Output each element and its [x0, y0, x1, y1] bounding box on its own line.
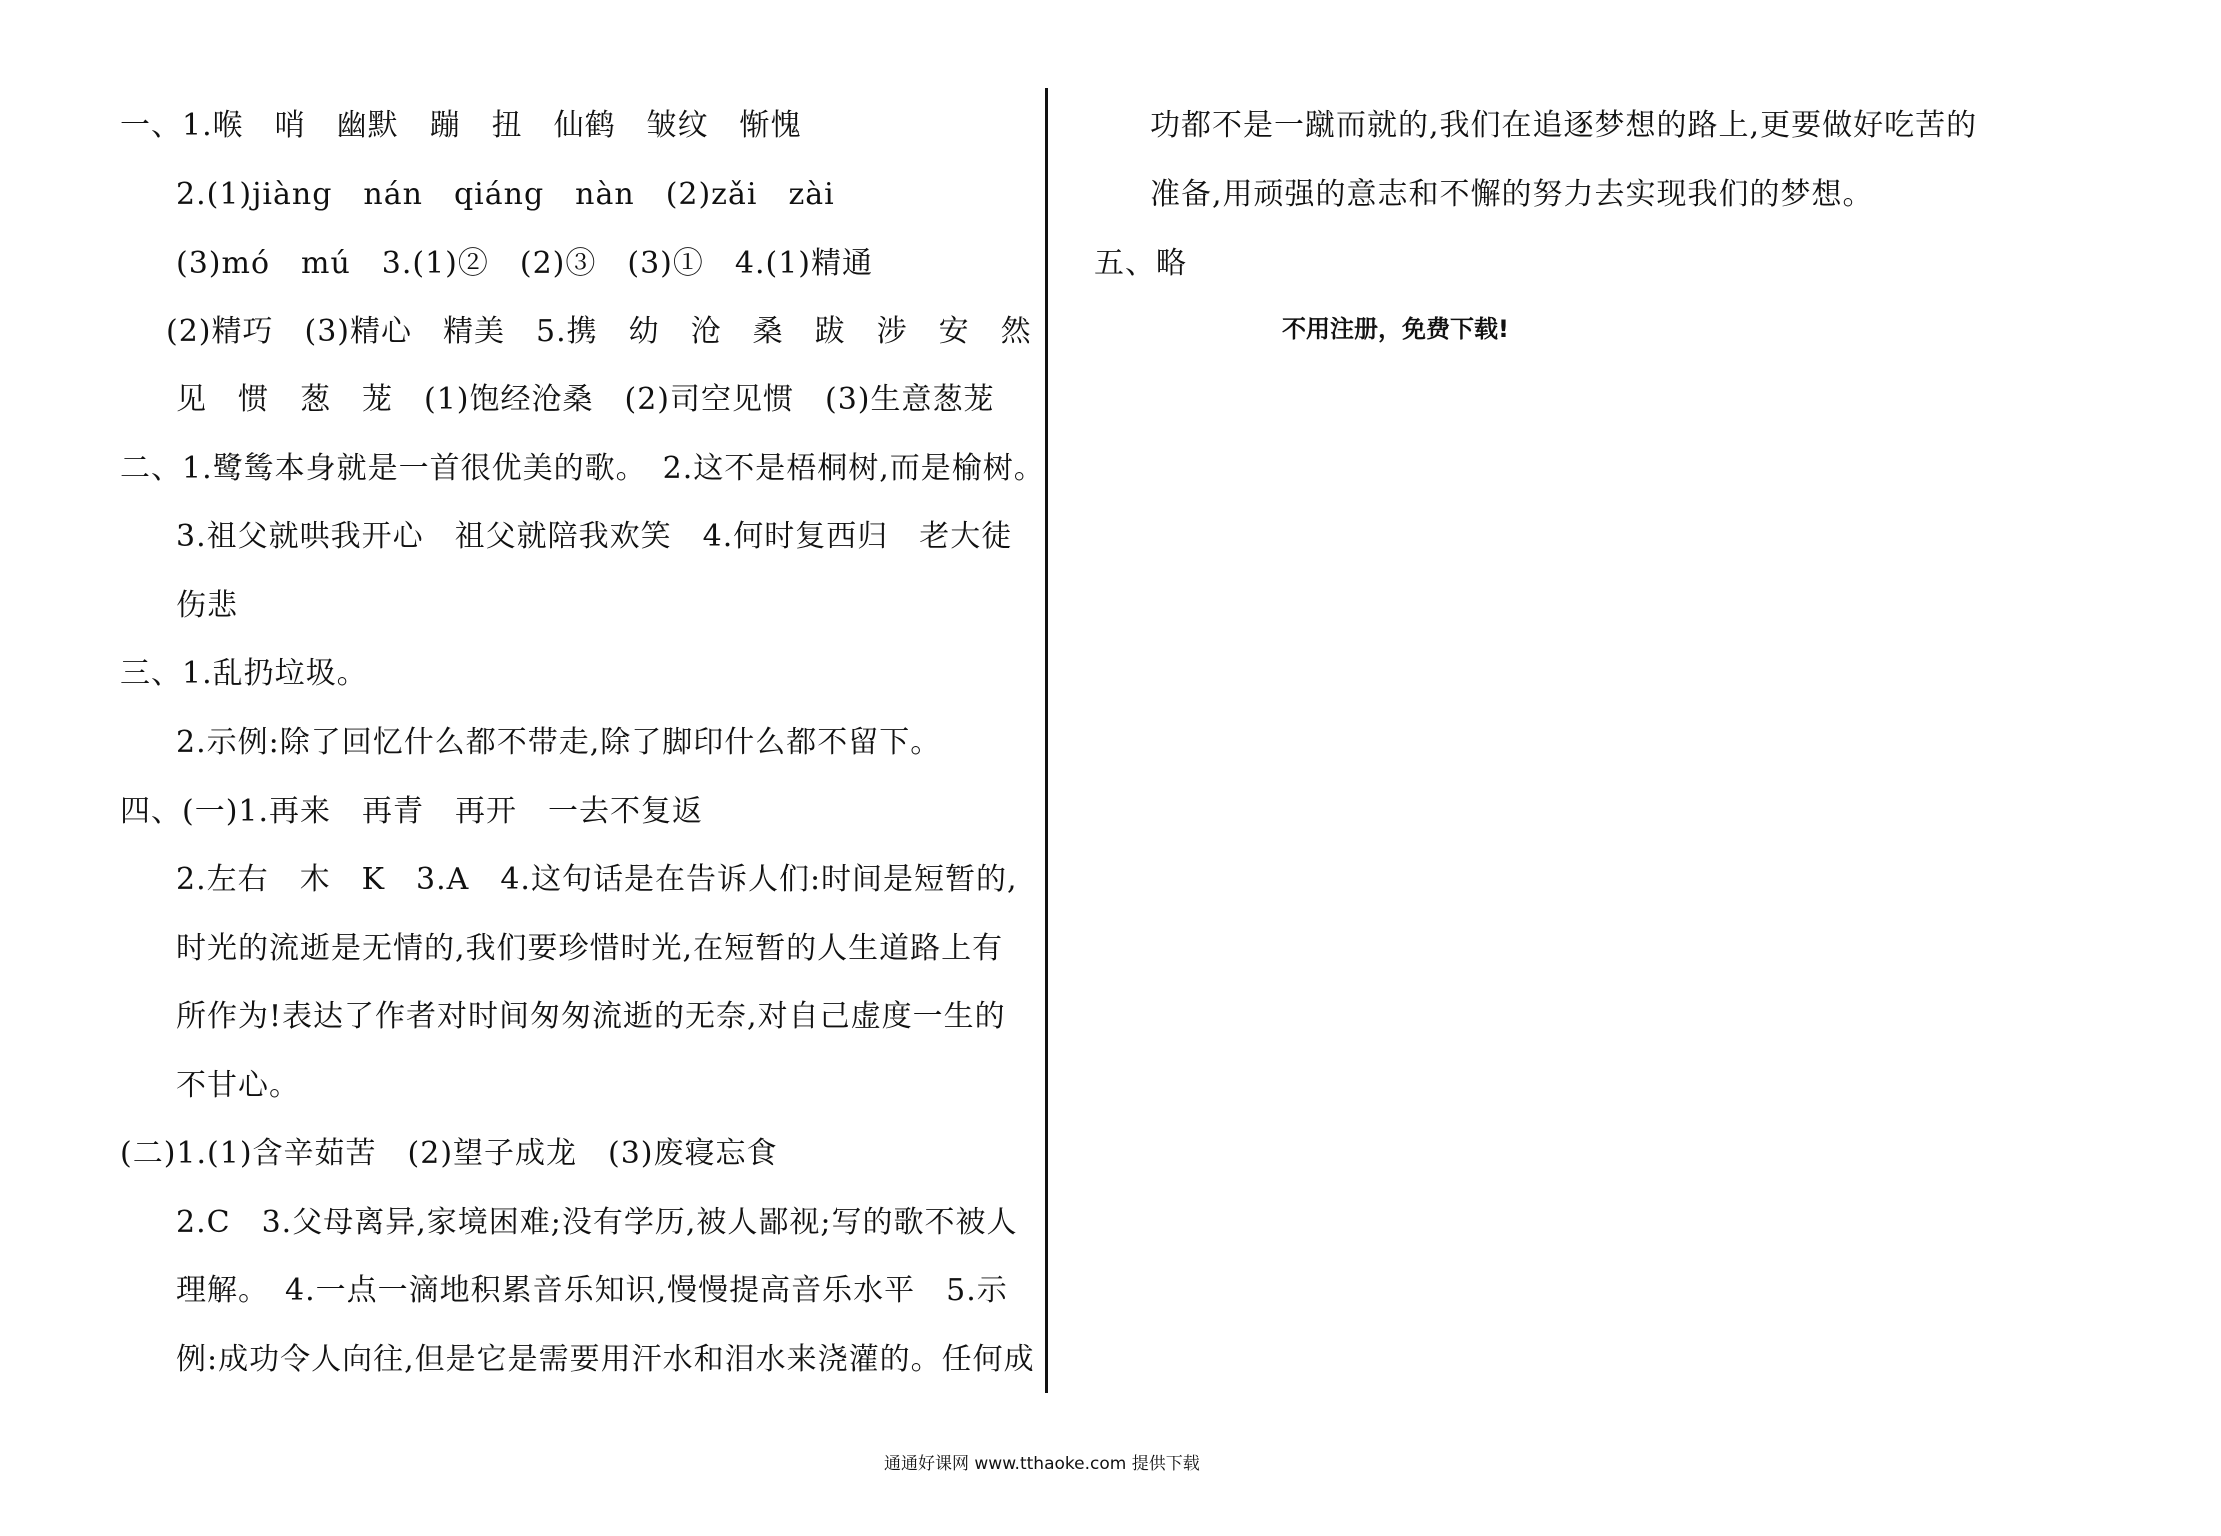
answer-line-12: 2.左右 木 K 3.A 4.这句话是在告诉人们:时间是短暂的, [176, 862, 1018, 897]
footer-source: 通通好课网 www.tthaoke.com 提供下载 [884, 1454, 1200, 1474]
answer-line-14: 所作为!表达了作者对时间匆匆流逝的无奈,对自己虚度一生的 [176, 999, 1006, 1034]
answer-line-22: 五、略 [1094, 246, 1187, 281]
free-download-notice: 不用注册，免费下载! [1282, 315, 1509, 343]
column-divider [1045, 88, 1048, 1393]
answer-line-13: 时光的流逝是无情的,我们要珍惜时光,在短暂的人生道路上有 [176, 931, 1004, 966]
answer-line-6: 二、1.鹭鸶本身就是一首很优美的歌。 2.这不是梧桐树,而是榆树。 [120, 451, 1045, 486]
answer-line-8: 伤悲 [176, 588, 238, 623]
answer-line-16: (二)1.(1)含辛茹苦 (2)望子成龙 (3)废寝忘食 [120, 1136, 778, 1171]
answer-line-17: 2.C 3.父母离异,家境困难;没有学历,被人鄙视;写的歌不被人 [176, 1205, 1018, 1240]
answer-line-1: 一、1.喉 哨 幽默 蹦 扭 仙鹤 皱纹 惭愧 [120, 108, 802, 143]
answer-line-11: 四、(一)1.再来 再青 再开 一去不复返 [120, 794, 704, 829]
answer-line-21: 准备,用顽强的意志和不懈的努力去实现我们的梦想。 [1150, 177, 1874, 212]
answer-line-5: 见 惯 葱 茏 (1)饱经沧桑 (2)司空见惯 (3)生意葱茏 [176, 382, 995, 417]
answer-line-2: 2.(1)jiàng nán qiáng nàn (2)zǎi zài [176, 177, 835, 212]
answer-line-9: 三、1.乱扔垃圾。 [120, 656, 368, 691]
answer-line-7: 3.祖父就哄我开心 祖父就陪我欢笑 4.何时复西归 老大徒 [176, 519, 1013, 554]
answer-line-18: 理解。 4.一点一滴地积累音乐知识,慢慢提高音乐水平 5.示 [176, 1273, 1008, 1308]
answer-line-4: (2)精巧 (3)精心 精美 5.携 幼 沧 桑 跋 涉 安 然 [166, 314, 1032, 349]
answer-line-19: 例:成功令人向往,但是它是需要用汗水和泪水来浇灌的。任何成 [176, 1342, 1035, 1377]
answer-line-20: 功都不是一蹴而就的,我们在追逐梦想的路上,更要做好吃苦的 [1150, 108, 1978, 143]
answer-line-10: 2.示例:除了回忆什么都不带走,除了脚印什么都不留下。 [176, 725, 942, 760]
answer-line-3: (3)mó mú 3.(1)② (2)③ (3)① 4.(1)精通 [176, 246, 873, 281]
answer-line-15: 不甘心。 [176, 1068, 300, 1103]
